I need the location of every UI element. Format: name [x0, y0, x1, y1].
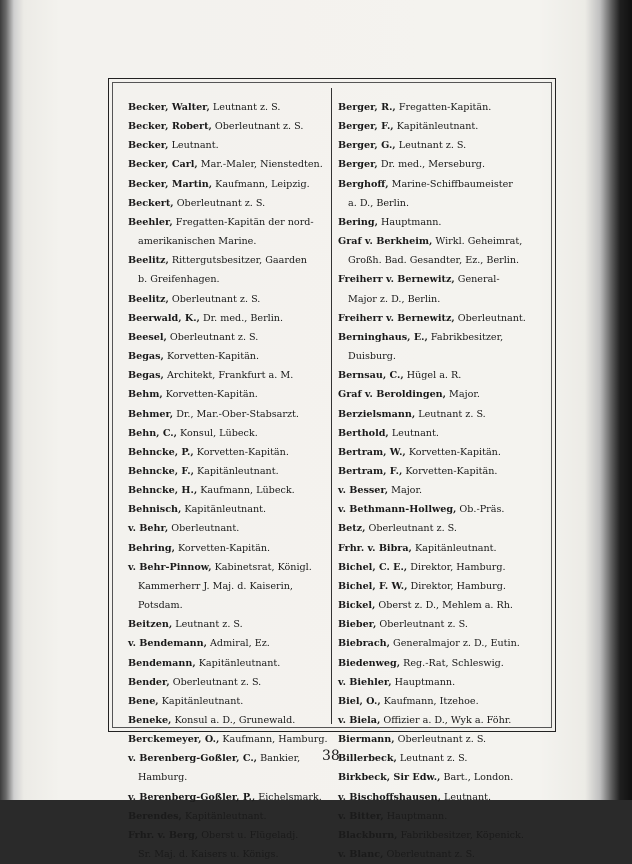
- entry-name: Bertram, W.,: [338, 446, 406, 458]
- directory-entry: [128, 232, 326, 251]
- entry-name: Behnisch,: [128, 504, 182, 516]
- entry-details: Major.: [388, 485, 423, 497]
- directory-entry: [338, 711, 542, 730]
- entry-details: Kammerherr J. Maj. d. Kaiserin,: [138, 580, 293, 592]
- entry-name: Berger, G.,: [338, 140, 396, 152]
- entry-details: Hamburg.: [138, 772, 188, 784]
- entry-name: Berger, F.,: [338, 121, 394, 133]
- directory-entry: [128, 711, 326, 730]
- entry-name: Beehler,: [128, 216, 173, 228]
- entry-details: Kaufmann, Lübeck.: [197, 485, 295, 497]
- entry-name: Beesel,: [128, 331, 167, 343]
- entry-details: Fabrikbesitzer,: [427, 331, 504, 343]
- entry-details: Oberleutnant z. S.: [168, 293, 261, 305]
- entry-name: Bertram, F.,: [338, 465, 403, 477]
- entry-details: Eichelsmark.: [255, 791, 322, 803]
- directory-entry: [128, 328, 326, 347]
- entry-details: Fabrikbesitzer, Köpenick.: [397, 829, 524, 841]
- entry-details: Architekt, Frankfurt a. M.: [163, 370, 294, 382]
- entry-name: Bernsau, C.,: [338, 370, 404, 382]
- column-divider: [331, 88, 332, 724]
- directory-entry: [128, 826, 326, 845]
- entry-name: Behncke, F.,: [128, 465, 194, 477]
- entry-details: Korvetten-Kapitän.: [402, 465, 498, 477]
- entry-details: Sr. Maj. d. Kaisers u. Königs.: [138, 849, 279, 861]
- entry-details: Fregatten-Kapitän der nord-: [172, 216, 314, 228]
- entry-name: Berckemeyer, O.,: [128, 734, 220, 746]
- entry-details: Leutnant z. S.: [395, 140, 467, 152]
- directory-entry: [338, 519, 542, 538]
- entry-name: Beelitz,: [128, 255, 169, 267]
- entry-details: Oberleutnant z. S.: [376, 619, 468, 631]
- entry-details: Wirkl. Geheimrat,: [432, 236, 523, 248]
- directory-entry: [128, 462, 326, 481]
- entry-details: Direktor, Hamburg.: [407, 561, 506, 573]
- entry-details: Leutnant z. S.: [415, 408, 486, 420]
- entry-details: Rittergutsbesitzer, Gaarden: [168, 255, 307, 267]
- entry-name: Betz,: [338, 523, 366, 535]
- entry-details: Leutnant z. S.: [172, 619, 243, 631]
- directory-entry: [338, 788, 542, 807]
- entry-details: Korvetten-Kapitän.: [193, 446, 289, 458]
- directory-entry: [128, 424, 326, 443]
- directory-entry: [338, 175, 542, 194]
- directory-entry: [128, 749, 326, 768]
- entry-details: b. Greifenhagen.: [138, 274, 220, 286]
- entry-details: Kapitänleutnant.: [158, 695, 244, 707]
- directory-entry: [128, 385, 326, 404]
- entry-name: Frhr. v. Berg,: [128, 829, 199, 841]
- directory-entry: [338, 481, 542, 500]
- entry-name: Beneke,: [128, 715, 172, 726]
- entry-name: Behmer,: [128, 408, 174, 420]
- entry-details: Oberleutnant z. S.: [394, 734, 487, 746]
- entry-details: Kapitänleutnant.: [411, 542, 497, 554]
- directory-entry: [338, 232, 542, 251]
- entry-name: Freiherr v. Bernewitz,: [338, 312, 455, 324]
- page-number: 38: [322, 748, 340, 764]
- entry-name: Birkbeck, Sir Edw.,: [338, 772, 441, 784]
- entry-name: Berendes,: [128, 810, 182, 822]
- directory-entry: [128, 577, 326, 596]
- directory-entry: [338, 558, 542, 577]
- directory-entry: [338, 328, 542, 347]
- directory-entry: [338, 251, 542, 270]
- entry-details: General-: [454, 274, 500, 286]
- entry-name: Bichel, F. W.,: [338, 580, 408, 592]
- directory-entry: [128, 136, 326, 155]
- entry-name: Behm,: [128, 389, 163, 401]
- entry-details: Dr., Mar.-Ober-Stabsarzt.: [173, 408, 299, 420]
- entry-details: Oberst u. Flügeladj.: [198, 829, 299, 841]
- left-column: [128, 98, 326, 864]
- entry-name: Biel, O.,: [338, 695, 381, 707]
- entry-details: Major.: [446, 389, 480, 401]
- entry-name: Beitzen,: [128, 619, 173, 631]
- entry-name: v. Besser,: [338, 485, 389, 497]
- entry-name: Bendemann,: [128, 657, 196, 669]
- directory-entry: [338, 462, 542, 481]
- directory-entry: [338, 730, 542, 749]
- entry-name: Berger,: [338, 159, 378, 171]
- entry-details: Bart., London.: [440, 772, 514, 784]
- entry-name: v. Bendemann,: [128, 638, 207, 650]
- directory-entry: [128, 654, 326, 673]
- directory-entry: [128, 347, 326, 366]
- entry-name: v. Blanc,: [338, 849, 384, 861]
- entry-details: Kaufmann, Itzehoe.: [380, 695, 479, 707]
- directory-entry: [128, 270, 326, 289]
- entry-name: Behncke, P.,: [128, 446, 194, 458]
- directory-entry: [338, 98, 542, 117]
- entry-details: Hauptmann.: [383, 810, 448, 822]
- entry-name: Frhr. v. Bibra,: [338, 542, 412, 554]
- entry-details: Kaufmann, Leipzig.: [212, 178, 310, 190]
- directory-entry: [338, 500, 542, 519]
- directory-entry: [338, 539, 542, 558]
- entry-name: Bickel,: [338, 600, 376, 612]
- directory-entry: [338, 443, 542, 462]
- entry-name: Begas,: [128, 351, 164, 363]
- directory-entry: [128, 596, 326, 615]
- entry-details: Oberleutnant z. S.: [166, 331, 259, 343]
- entry-name: Berninghaus, E.,: [338, 331, 428, 343]
- entry-details: Oberleutnant z. S.: [169, 676, 262, 688]
- entry-name: Freiherr v. Bernewitz,: [338, 274, 455, 286]
- entry-details: Oberleutnant z. S.: [365, 523, 457, 535]
- directory-entry: [338, 385, 542, 404]
- entry-name: Biermann,: [338, 734, 395, 746]
- entry-details: a. D., Berlin.: [348, 197, 409, 209]
- entry-details: Leutnant.: [388, 427, 439, 439]
- entry-name: Bene,: [128, 695, 159, 707]
- directory-entry: [128, 175, 326, 194]
- directory-entry: [338, 768, 542, 787]
- entry-details: Kapitänleutnant.: [181, 504, 267, 516]
- directory-entry: [338, 117, 542, 136]
- directory-entry: [128, 117, 326, 136]
- entry-name: v. Bitter,: [338, 810, 384, 822]
- entry-details: Oberleutnant.: [168, 523, 240, 535]
- entry-name: Billerbeck,: [338, 753, 397, 765]
- directory-entry: [128, 768, 326, 787]
- directory-entry: [338, 807, 542, 826]
- entry-name: Beerwald, K.,: [128, 312, 200, 324]
- entry-name: v. Behr,: [128, 523, 169, 535]
- entry-details: Direktor, Hamburg.: [407, 580, 506, 592]
- entry-details: Offizier a. D., Wyk a. Föhr.: [380, 715, 512, 726]
- entry-details: amerikanischen Marine.: [138, 236, 257, 248]
- entry-details: Korvetten-Kapitän.: [174, 542, 271, 554]
- directory-entry: [128, 481, 326, 500]
- directory-entry: [338, 405, 542, 424]
- entry-name: v. Bethmann-Hollweg,: [338, 504, 457, 516]
- directory-entry: [338, 749, 542, 768]
- entry-details: Konsul a. D., Grunewald.: [171, 715, 296, 726]
- entry-details: Hauptmann.: [377, 216, 442, 228]
- directory-entry: [128, 615, 326, 634]
- directory-entry: [338, 577, 542, 596]
- entry-details: Großh. Bad. Gesandter, Ez., Berlin.: [348, 255, 520, 267]
- entry-details: Oberleutnant.: [454, 312, 526, 324]
- entry-details: Oberleutnant z. S.: [383, 849, 475, 861]
- entry-name: Behncke, H.,: [128, 485, 198, 497]
- entry-details: Ob.-Präs.: [456, 504, 505, 516]
- entry-details: Kabinetsrat, Königl.: [211, 561, 312, 573]
- entry-name: Bichel, C. E.,: [338, 561, 408, 573]
- entry-name: v. Biela,: [338, 715, 381, 726]
- entry-details: Dr. med., Merseburg.: [377, 159, 486, 171]
- entry-details: Reg.-Rat, Schleswig.: [400, 657, 504, 669]
- directory-entry: [338, 654, 542, 673]
- entry-name: v. Bischoffshausen,: [338, 791, 441, 803]
- entry-details: Kapitänleutnant.: [193, 465, 279, 477]
- directory-entry: [128, 251, 326, 270]
- directory-entry: [128, 155, 326, 174]
- entry-name: Berger, R.,: [338, 102, 396, 113]
- entry-name: Becker, Carl,: [128, 159, 198, 171]
- directory-entry: [338, 290, 542, 309]
- directory-entry: [338, 136, 542, 155]
- directory-entry: [128, 558, 326, 577]
- entry-name: v. Behr-Pinnow,: [128, 561, 212, 573]
- entry-name: Graf v. Beroldingen,: [338, 389, 446, 401]
- directory-entry: [128, 730, 326, 749]
- entry-details: Oberst z. D., Mehlem a. Rh.: [375, 600, 513, 612]
- directory-entry: [128, 443, 326, 462]
- entry-name: Beckert,: [128, 197, 174, 209]
- directory-entry: [128, 309, 326, 328]
- entry-name: Berthold,: [338, 427, 389, 439]
- entry-details: Korvetten-Kapitän.: [162, 389, 258, 401]
- entry-details: Mar.-Maler, Nienstedten.: [197, 159, 323, 171]
- directory-entry: [128, 213, 326, 232]
- entry-details: Bankier,: [257, 753, 301, 765]
- entry-details: Oberleutnant z. S.: [211, 121, 304, 133]
- entry-name: Bering,: [338, 216, 378, 228]
- entry-name: Graf v. Berkheim,: [338, 236, 433, 248]
- entry-name: Blackburn,: [338, 829, 398, 841]
- directory-entry: [338, 366, 542, 385]
- directory-entry: [338, 194, 542, 213]
- entry-name: Bender,: [128, 676, 170, 688]
- directory-entry: [338, 270, 542, 289]
- directory-entry: [128, 673, 326, 692]
- directory-entry: [128, 788, 326, 807]
- entry-name: Berzielsmann,: [338, 408, 416, 420]
- directory-entry: [128, 500, 326, 519]
- directory-entry: [338, 596, 542, 615]
- directory-entry: [338, 155, 542, 174]
- directory-entry: [128, 366, 326, 385]
- directory-entry: [338, 673, 542, 692]
- entry-details: Kapitänleutnant.: [195, 657, 281, 669]
- entry-details: Hügel a. R.: [403, 370, 462, 382]
- entry-details: Dr. med., Berlin.: [199, 312, 284, 324]
- entry-name: v. Berenberg-Goßler, C.,: [128, 753, 258, 765]
- entry-details: Marine-Schiffbaumeister: [388, 178, 513, 190]
- directory-entry: [338, 213, 542, 232]
- directory-entry: [128, 692, 326, 711]
- entry-name: Biebrach,: [338, 638, 390, 650]
- entry-details: Konsul, Lübeck.: [177, 427, 258, 439]
- directory-entry: [338, 634, 542, 653]
- entry-name: Bieber,: [338, 619, 377, 631]
- entry-name: Biedenweg,: [338, 657, 401, 669]
- entry-details: Kapitänleutnant.: [393, 121, 479, 133]
- entry-details: Kapitänleutnant.: [181, 810, 267, 822]
- entry-details: Admiral, Ez.: [206, 638, 270, 650]
- entry-details: Potsdam.: [138, 600, 183, 612]
- entry-details: Leutnant z. S.: [209, 102, 281, 113]
- right-column: [338, 98, 542, 864]
- directory-entry: [338, 826, 542, 845]
- entry-details: Leutnant.: [168, 140, 219, 152]
- entry-details: Oberleutnant z. S.: [173, 197, 266, 209]
- directory-entry: [128, 634, 326, 653]
- entry-details: Fregatten-Kapitän.: [395, 102, 492, 113]
- directory-entry: [128, 290, 326, 309]
- directory-entry: [338, 347, 542, 366]
- entry-details: Kaufmann, Hamburg.: [219, 734, 328, 746]
- entry-name: Becker, Robert,: [128, 121, 212, 133]
- entry-details: Generalmajor z. D., Eutin.: [390, 638, 520, 650]
- entry-name: Becker, Martin,: [128, 178, 213, 190]
- directory-entry: [128, 519, 326, 538]
- directory-entry: [128, 845, 326, 864]
- entry-name: Begas,: [128, 370, 164, 382]
- entry-name: v. Biehler,: [338, 676, 392, 688]
- entry-details: Major z. D., Berlin.: [348, 293, 441, 305]
- directory-entry: [338, 845, 542, 864]
- directory-entry: [128, 194, 326, 213]
- entry-details: Leutnant.: [440, 791, 492, 803]
- directory-entry: [128, 98, 326, 117]
- directory-entry: [338, 692, 542, 711]
- entry-details: Duisburg.: [348, 351, 396, 363]
- entry-name: Becker, Walter,: [128, 102, 210, 113]
- entry-details: Leutnant z. S.: [396, 753, 468, 765]
- directory-entry: [338, 615, 542, 634]
- directory-entry: [128, 539, 326, 558]
- entry-name: Beelitz,: [128, 293, 169, 305]
- directory-entry: [338, 424, 542, 443]
- directory-entry: [128, 807, 326, 826]
- entry-details: Korvetten-Kapitän.: [405, 446, 501, 458]
- entry-details: Hauptmann.: [391, 676, 456, 688]
- directory-entry: [128, 405, 326, 424]
- entry-name: Becker,: [128, 140, 169, 152]
- entry-name: Behn, C.,: [128, 427, 177, 439]
- entry-name: v. Berenberg-Goßler, P.,: [128, 791, 256, 803]
- entry-name: Behring,: [128, 542, 175, 554]
- entry-details: Korvetten-Kapitän.: [163, 351, 260, 363]
- entry-name: Berghoff,: [338, 178, 389, 190]
- directory-entry: [338, 309, 542, 328]
